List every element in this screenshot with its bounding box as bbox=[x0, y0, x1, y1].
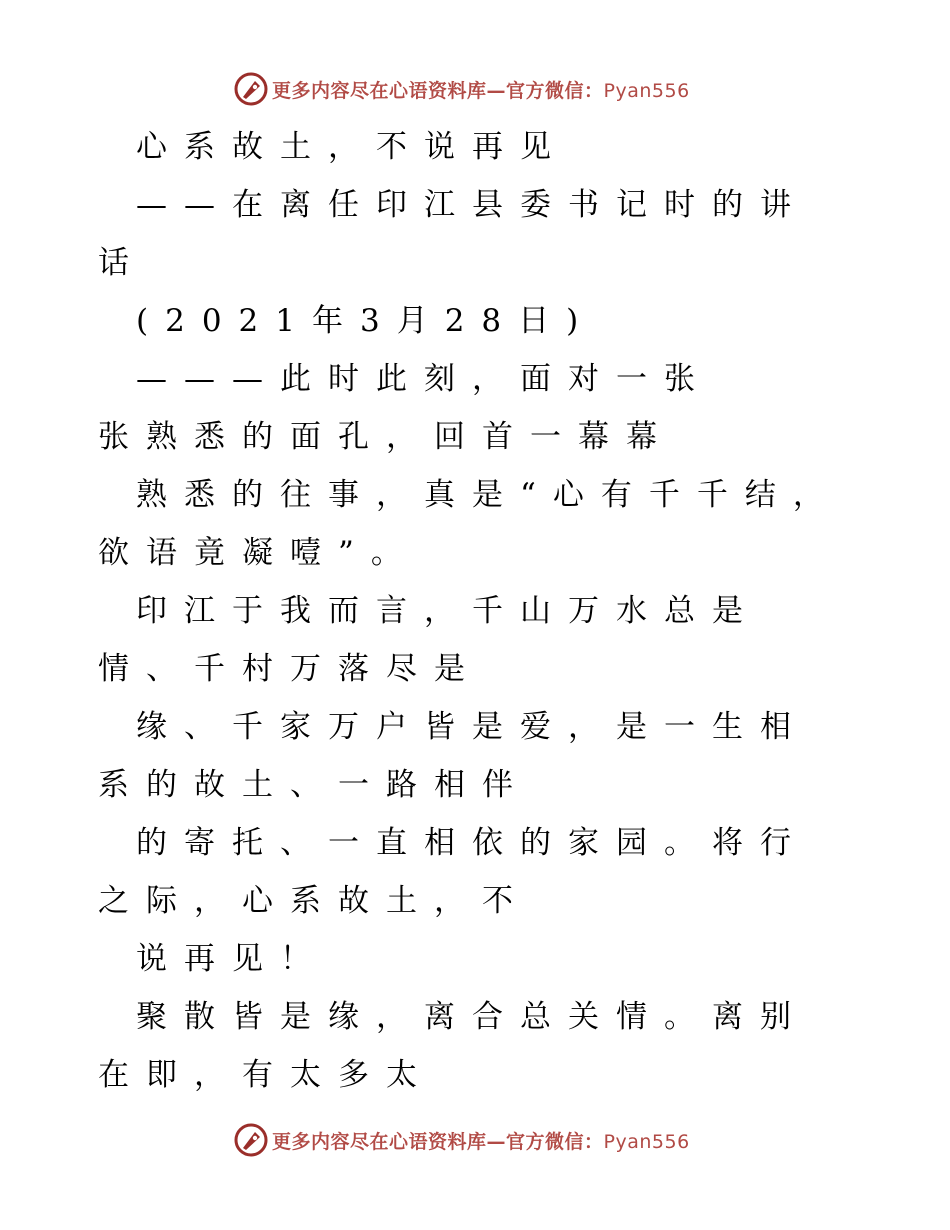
doc-line: ——在离任印江县委书记时的讲 bbox=[136, 187, 808, 223]
doc-line: 的寄托、一直相依的家园。将行 bbox=[136, 825, 808, 861]
doc-line: 系的故土、一路相伴 bbox=[98, 767, 530, 803]
doc-line: 欲语竟凝噎”。 bbox=[98, 535, 419, 571]
doc-line: 话 bbox=[98, 245, 146, 281]
doc-line: 说再见！ bbox=[136, 941, 328, 977]
doc-line: 印江于我而言，千山万水总是 bbox=[136, 593, 760, 629]
doc-line: 在即，有太多太 bbox=[98, 1057, 434, 1093]
doc-line: ———此时此刻，面对一张 bbox=[136, 361, 712, 397]
doc-line: 聚散皆是缘，离合总关情。离别 bbox=[136, 999, 808, 1035]
pen-nib-logo-icon bbox=[234, 1123, 268, 1157]
header-banner bbox=[234, 72, 690, 106]
pen-nib-logo-icon bbox=[234, 72, 268, 106]
doc-line: 情、千村万落尽是 bbox=[98, 651, 482, 687]
wechat-id: Pyan556 bbox=[603, 1130, 690, 1153]
doc-line: (2021年3月28日) bbox=[136, 303, 596, 339]
doc-line: 心系故土，不说再见 bbox=[136, 129, 568, 165]
banner-text: 更多内容尽在心语资料库—官方微信：Pyan556 bbox=[272, 79, 690, 102]
doc-line: 之际，心系故土，不 bbox=[98, 883, 530, 919]
banner-text: 更多内容尽在心语资料库—官方微信：Pyan556 bbox=[272, 1130, 690, 1153]
doc-line: 缘、千家万户皆是爱，是一生相 bbox=[136, 709, 808, 745]
document-body bbox=[98, 118, 841, 1104]
wechat-id: Pyan556 bbox=[603, 79, 690, 102]
footer-banner bbox=[234, 1123, 690, 1157]
doc-line: 熟悉的往事，真是“心有千千结， bbox=[136, 477, 841, 513]
doc-line: 张熟悉的面孔，回首一幕幕 bbox=[98, 419, 674, 455]
